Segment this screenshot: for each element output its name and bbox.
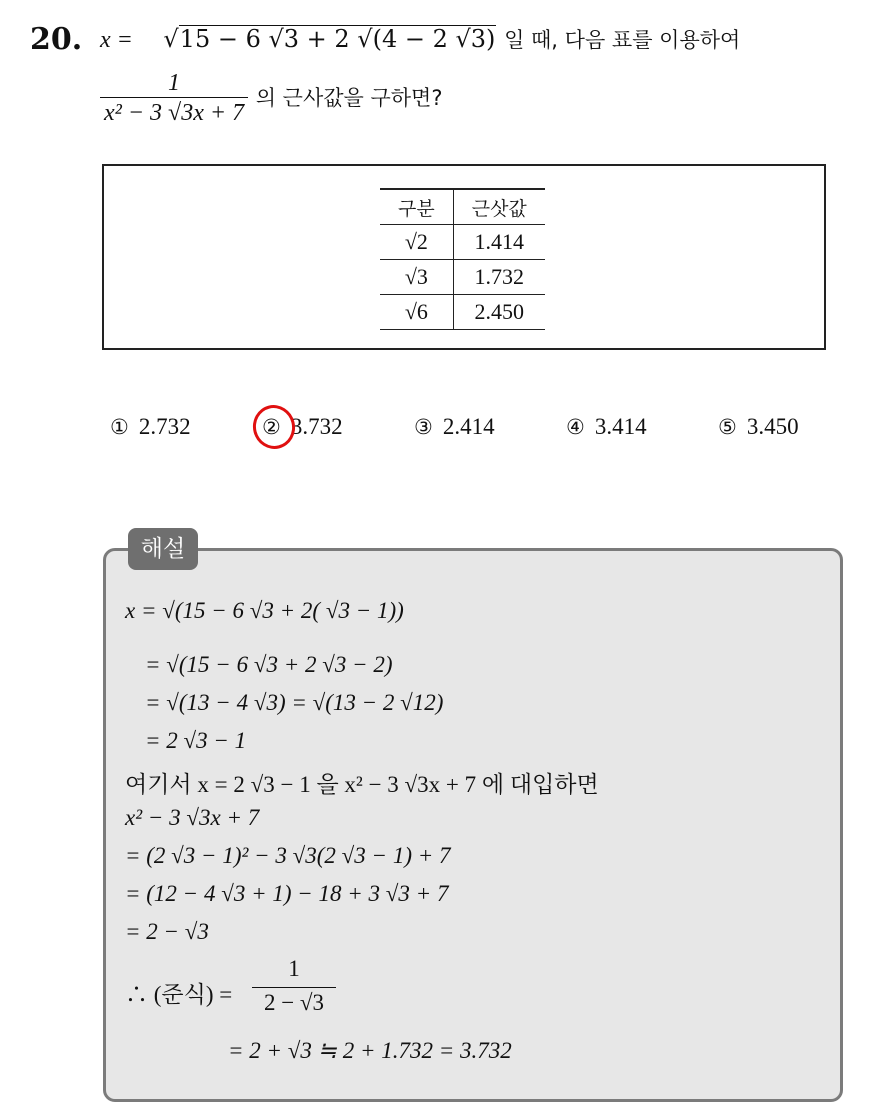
solution-line: x = √(15 − 6 √3 + 2( √3 − 1)) bbox=[125, 598, 404, 623]
solution-tag: 해설 bbox=[128, 528, 198, 570]
stem-prefix: x = bbox=[100, 27, 133, 53]
header-approx: 근삿값 bbox=[453, 189, 545, 225]
solution-line: = √(15 − 6 √3 + 2 √3 − 2) bbox=[145, 652, 393, 677]
row-value: 1.414 bbox=[453, 225, 545, 260]
solution-frac-den: 2 − √3 bbox=[263, 990, 325, 1015]
solution-line: 여기서 x = 2 √3 − 1 을 x² − 3 √3x + 7 에 대입하면 bbox=[125, 772, 599, 797]
choice-1[interactable]: ① 2.732 bbox=[110, 414, 191, 439]
row-value: 1.732 bbox=[453, 260, 545, 295]
solution-line: ∴ (준식) = bbox=[125, 982, 233, 1007]
table-row bbox=[380, 225, 545, 260]
value-table-box bbox=[102, 164, 826, 350]
choice-3[interactable]: ③ 2.414 bbox=[414, 414, 495, 439]
question-stem-line1: x = √15 − 6 √3 + 2 √(4 − 2 √3) 일 때, 다음 표를 이용하여 bbox=[100, 25, 741, 53]
solution-line: x² − 3 √3x + 7 bbox=[125, 805, 260, 830]
fraction-numerator: 1 bbox=[168, 70, 181, 96]
solution-line: = (12 − 4 √3 + 1) − 18 + 3 √3 + 7 bbox=[125, 881, 449, 906]
solution-frac-num: 1 bbox=[288, 956, 300, 981]
question-number: 20. bbox=[30, 22, 83, 57]
stem-radicand: 15 − 6 √3 + 2 √(4 − 2 √3) bbox=[179, 25, 496, 53]
row-label: √3 bbox=[380, 260, 453, 295]
table-row bbox=[380, 260, 545, 295]
solution-line: = √(13 − 4 √3) = √(13 − 2 √12) bbox=[145, 690, 444, 715]
solution-line: = (2 √3 − 1)² − 3 √3(2 √3 − 1) + 7 bbox=[125, 843, 451, 868]
value-table bbox=[380, 188, 545, 330]
stem-suffix: 일 때, 다음 표를 이용하여 bbox=[504, 28, 741, 52]
solution-line: = 2 + √3 ≒ 2 + 1.732 = 3.732 bbox=[228, 1038, 512, 1063]
row-value: 2.450 bbox=[453, 295, 545, 330]
fraction-denominator: x² − 3 √3x + 7 bbox=[100, 97, 248, 127]
choice-4[interactable]: ④ 3.414 bbox=[566, 414, 647, 439]
solution-line: = 2 − √3 bbox=[125, 919, 209, 944]
question-stem-line2 bbox=[100, 70, 443, 127]
stem-end: 의 근사값을 구하면? bbox=[255, 86, 443, 110]
row-label: √2 bbox=[380, 225, 453, 260]
answer-circle-mark bbox=[248, 401, 299, 454]
solution-line: = 2 √3 − 1 bbox=[145, 728, 247, 753]
stem-fraction bbox=[100, 70, 248, 127]
table-row bbox=[380, 295, 545, 330]
choice-2[interactable]: ② 3.732 bbox=[262, 414, 343, 439]
header-category: 구분 bbox=[380, 189, 453, 225]
solution-frac-bar bbox=[252, 987, 336, 988]
row-label: √6 bbox=[380, 295, 453, 330]
choice-5[interactable]: ⑤ 3.450 bbox=[718, 414, 799, 439]
